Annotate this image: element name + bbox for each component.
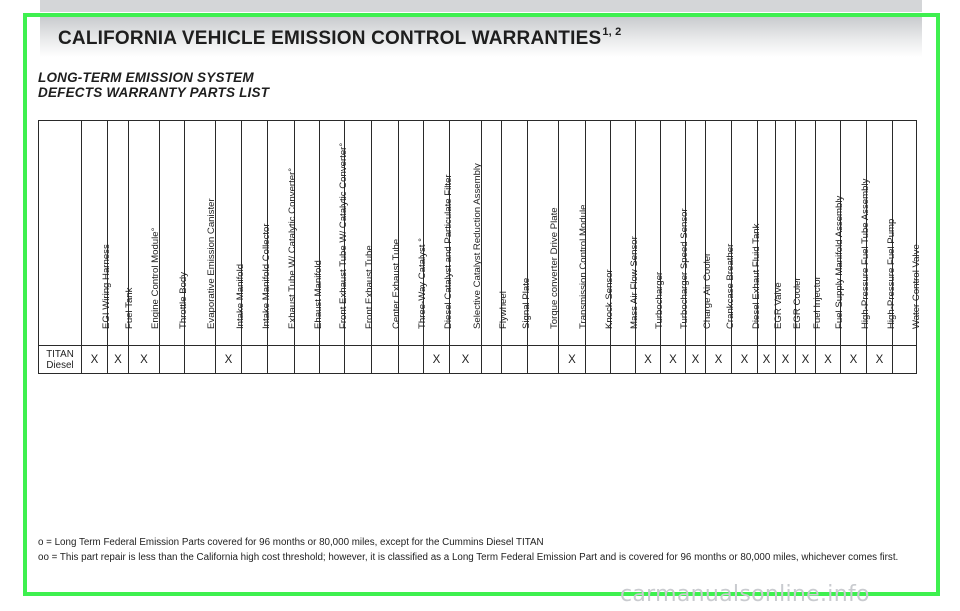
- table-cell: X: [559, 346, 586, 374]
- table-cell: [586, 346, 611, 374]
- column-header: [216, 121, 246, 346]
- column-header: [528, 121, 559, 346]
- column-header: [732, 121, 762, 346]
- row-label-line-2: Diesel: [46, 359, 74, 371]
- column-header: [758, 121, 784, 346]
- column-header: [242, 121, 272, 346]
- column-header: [636, 121, 665, 346]
- column-header-label: Mass Air Flow Sensor: [629, 236, 640, 329]
- table-cell: [268, 346, 295, 374]
- warranty-parts-table: [38, 120, 922, 374]
- table-cell: X: [216, 346, 242, 374]
- table-cell: [160, 346, 185, 374]
- table-cell: [482, 346, 502, 374]
- table-cell: [185, 346, 216, 374]
- title-footnote-marker: 1, 2: [602, 26, 622, 38]
- column-header: [502, 121, 532, 346]
- column-header: [893, 121, 922, 346]
- column-header: [686, 121, 713, 346]
- column-header: [611, 121, 640, 346]
- column-header-label: Center Exhaust Tube: [391, 238, 402, 329]
- table-cell: [372, 346, 399, 374]
- column-header-label: Exhaust Tube W/ Catalytic Converter°: [287, 167, 298, 329]
- column-header-label: Signal Plate: [520, 277, 532, 329]
- column-header-label: Fuel Tank: [124, 287, 135, 329]
- row-label-line-1: TITAN: [46, 348, 74, 360]
- column-header-label: High-Pressure Fuel Pump: [885, 218, 897, 329]
- column-header-label: Fuel Supply Manifold Assembly: [834, 195, 845, 329]
- table-cell: X: [686, 346, 706, 374]
- table-cell: [893, 346, 917, 374]
- column-header: [450, 121, 482, 346]
- table-cell: [611, 346, 636, 374]
- column-header-label: Throttle Body: [178, 271, 189, 329]
- column-header: [776, 121, 803, 346]
- column-header: [129, 121, 160, 346]
- table-cell: [320, 346, 345, 374]
- column-header: [706, 121, 736, 346]
- column-header: [661, 121, 690, 346]
- column-header: [108, 121, 135, 346]
- column-header: [482, 121, 509, 346]
- column-header-label: Intake Manifold: [234, 263, 246, 329]
- table-cell: [399, 346, 424, 374]
- column-header: [295, 121, 324, 346]
- table-cell: X: [816, 346, 841, 374]
- column-header: [185, 121, 216, 346]
- column-header: [372, 121, 402, 346]
- table-row: [39, 346, 917, 374]
- column-header-label: EGR Valve: [772, 282, 784, 329]
- column-header: [559, 121, 589, 346]
- table-cell: X: [867, 346, 893, 374]
- column-header: [796, 121, 823, 346]
- table-cell: X: [758, 346, 776, 374]
- subtitle-line-1: LONG-TERM EMISSION SYSTEM: [38, 70, 254, 85]
- column-header-label: Engine Control Module°: [150, 227, 161, 329]
- column-header-label: Fuel Injector: [811, 276, 823, 329]
- column-header-label: Ehaust Manifold: [313, 260, 324, 329]
- column-header: [399, 121, 428, 346]
- column-header-label: Evaporative Emission Canister: [206, 198, 217, 329]
- table-cell: X: [424, 346, 450, 374]
- footnote-double-o: oo = This part repair is less than the California high cost threshold; however, it is classified as a Long Term Federal Emission Part and is covered for 96 months or 80,000 miles, whichever comes first.: [38, 551, 899, 563]
- table-cell: [502, 346, 528, 374]
- top-gray-strip: [40, 0, 922, 12]
- column-header-label: Front Exhaust Tube: [364, 245, 375, 329]
- row-label: [39, 346, 82, 374]
- column-header-label: Water Control Valve: [910, 244, 922, 329]
- column-header-label: Front Exhaust Tube W/ Catalytic Converter°: [338, 142, 349, 329]
- table-cell: X: [841, 346, 867, 374]
- column-header-label: Intake Manifold Collector: [260, 223, 272, 329]
- column-header-label: High-Pressure Fuel Tube Assembly: [859, 178, 871, 329]
- table-cell: X: [796, 346, 816, 374]
- page-title-text: CALIFORNIA VEHICLE EMISSION CONTROL WARRANTIES: [58, 28, 602, 49]
- table-cell: X: [82, 346, 108, 374]
- table-cell: X: [450, 346, 482, 374]
- column-header-label: Diesel Catalyst and Particulate Filter: [442, 174, 454, 329]
- table-cell: X: [129, 346, 160, 374]
- table-cell: [528, 346, 559, 374]
- column-header-label: EGR Cooler: [791, 277, 803, 329]
- column-header-label: Torque converter Drive Plate: [549, 207, 560, 329]
- table-cell: X: [108, 346, 129, 374]
- column-header: [867, 121, 897, 346]
- table-cell: [345, 346, 372, 374]
- column-header-label: Turbocharger Speed Sensor: [679, 208, 690, 329]
- column-header-label: Charge Air Cooler: [701, 252, 713, 329]
- table-cell: X: [636, 346, 661, 374]
- column-header: [345, 121, 375, 346]
- column-header-label: Flywheel: [497, 291, 509, 329]
- column-header: [816, 121, 845, 346]
- column-header-label: Transmission Control Module: [578, 204, 589, 329]
- column-header-label: Turbocharger: [654, 271, 665, 329]
- footnote-single-o: o = Long Term Federal Emission Parts covered for 96 months or 80,000 miles, except for the Cummins Diesel TITAN: [38, 537, 544, 548]
- watermark: carmanualsonline.info: [620, 582, 870, 607]
- column-header-label: Crankcase Breather: [724, 243, 736, 329]
- column-header-label: Knock Sensor: [604, 269, 615, 329]
- subtitle-line-2: DEFECTS WARRANTY PARTS LIST: [38, 85, 270, 100]
- page-title: [58, 26, 621, 50]
- column-header-label: Diesel Exhaut Fluid Tank: [750, 223, 762, 329]
- column-header: [586, 121, 615, 346]
- column-header-label: EGI Wiring Harness: [100, 244, 112, 329]
- column-header: [160, 121, 189, 346]
- table-corner-cell: [39, 121, 82, 346]
- table-cell: X: [706, 346, 732, 374]
- table-cell: [295, 346, 320, 374]
- table-cell: X: [776, 346, 796, 374]
- section-subtitle: [38, 70, 269, 100]
- table-cell: [242, 346, 268, 374]
- footnotes: [38, 537, 918, 566]
- column-header-label: Three-Way Catalyst °: [417, 238, 428, 329]
- column-header: [268, 121, 298, 346]
- table-cell: X: [661, 346, 686, 374]
- column-header: [841, 121, 871, 346]
- column-header: [424, 121, 454, 346]
- column-header: [82, 121, 112, 346]
- table-cell: X: [732, 346, 758, 374]
- column-header: [320, 121, 349, 346]
- table-header-row: [39, 121, 917, 346]
- column-header-label: Selective Catalyst Reduction Assembly: [471, 163, 483, 329]
